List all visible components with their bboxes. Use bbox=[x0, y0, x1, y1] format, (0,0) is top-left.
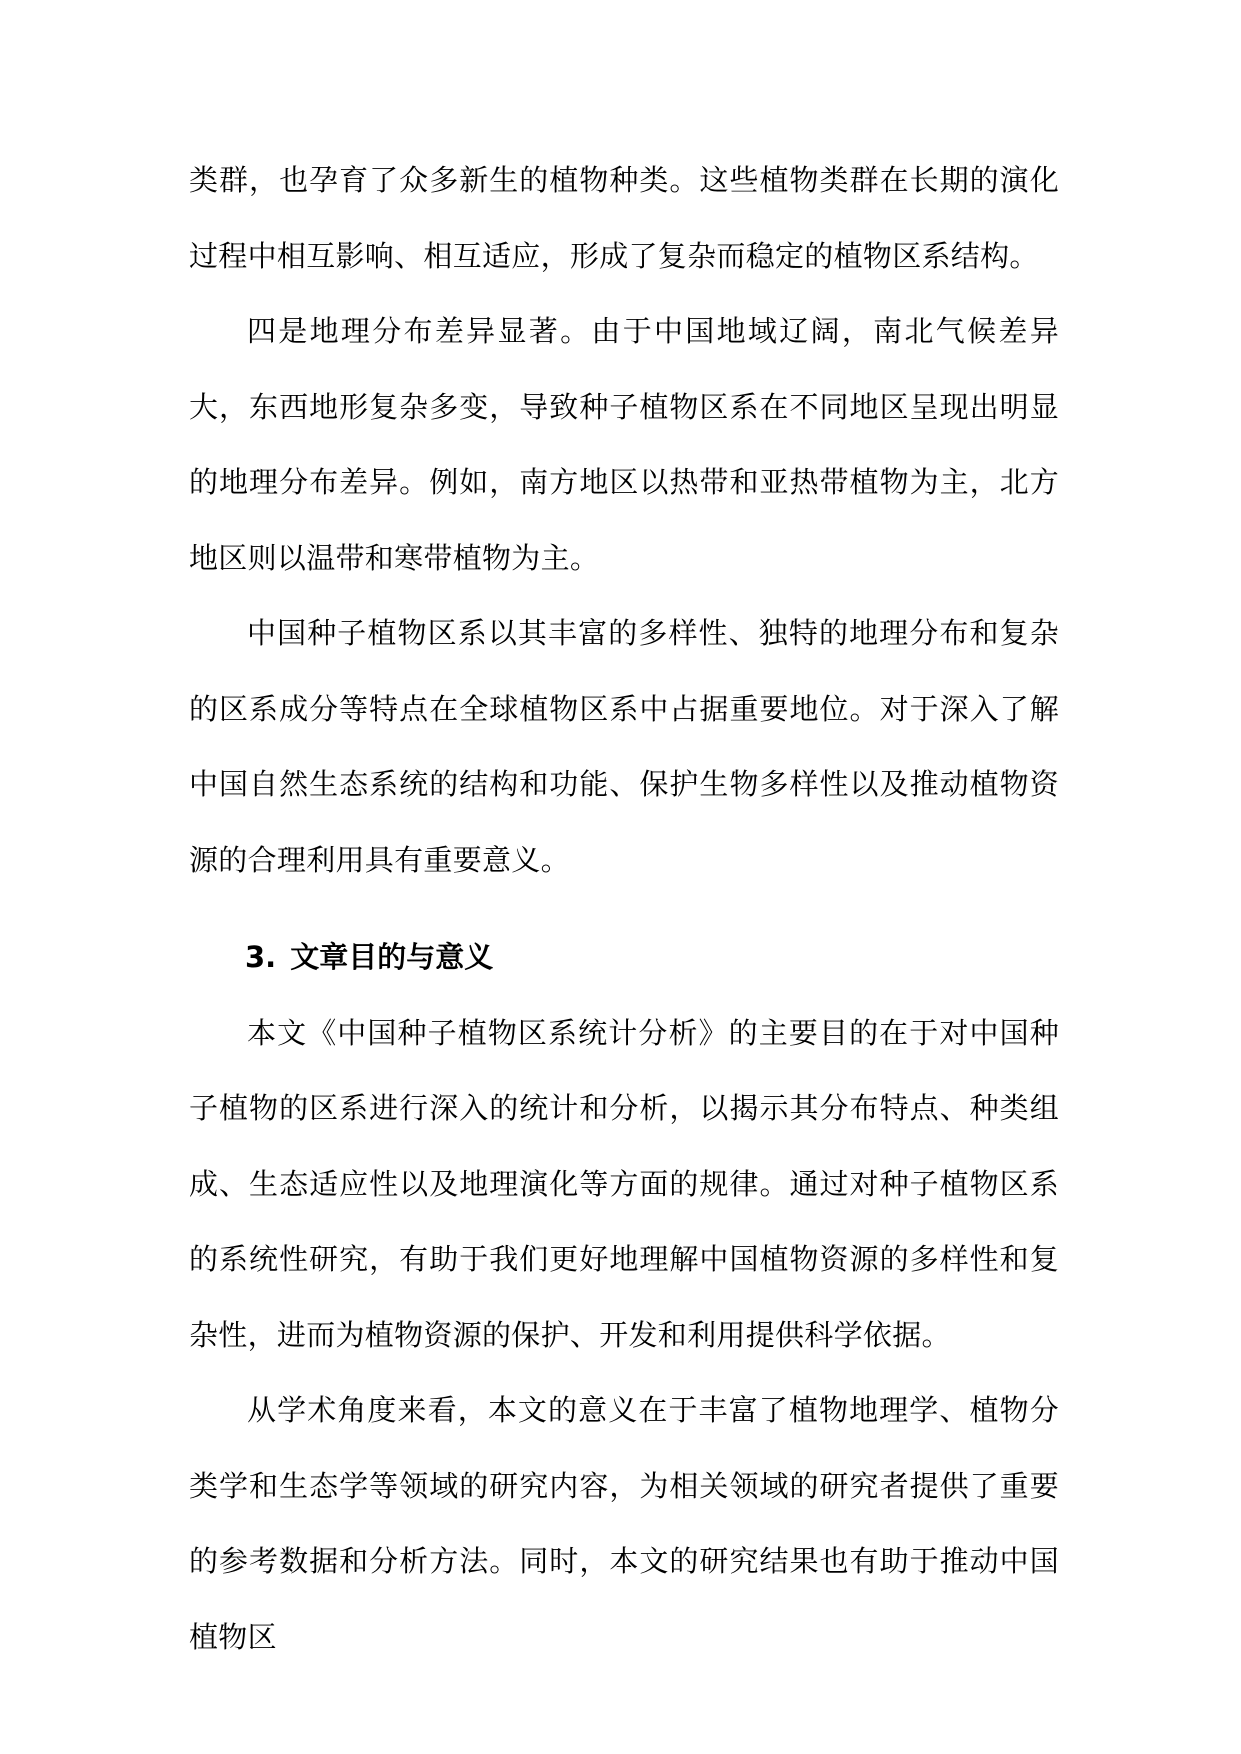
paragraph-significance: 从学术角度来看，本文的意义在于丰富了植物地理学、植物分类学和生态学等领域的研究内容，为相关领域的研究者提供了重要的参考数据和分析方法。同时，本文的研究结果也有助于推动中国植物区 bbox=[189, 1393, 1059, 1654]
section-title: 文章目的与意义 bbox=[290, 940, 494, 974]
paragraph-flora-summary: 中国种子植物区系以其丰富的多样性、独特的地理分布和复杂的区系成分等特点在全球植物区系中占据重要地位。对于深入了解中国自然生态系统的结构和功能、保护生物多样性以及推动植物资源的合理利用具有重要意义。 bbox=[189, 616, 1059, 877]
section-number: 3. bbox=[245, 940, 277, 974]
paragraph-continuation: 类群，也孕育了众多新生的植物种类。这些植物类群在长期的演化过程中相互影响、相互适应，形成了复杂而稳定的植物区系结构。 bbox=[189, 163, 1059, 273]
paragraph-geographic-distribution: 四是地理分布差异显著。由于中国地域辽阔，南北气候差异大，东西地形复杂多变，导致种子植物区系在不同地区呈现出明显的地理分布差异。例如，南方地区以热带和亚热带植物为主，北方地区则以温带和寒带植物为主。 bbox=[189, 314, 1059, 575]
section-heading bbox=[189, 920, 1059, 996]
document-body bbox=[189, 143, 1059, 1675]
paragraph-purpose: 本文《中国种子植物区系统计分析》的主要目的在于对中国种子植物的区系进行深入的统计和分析，以揭示其分布特点、种类组成、生态适应性以及地理演化等方面的规律。通过对种子植物区系的系统性研究，有助于我们更好地理解中国植物资源的多样性和复杂性，进而为植物资源的保护、开发和利用提供科学依据。 bbox=[189, 1015, 1059, 1352]
